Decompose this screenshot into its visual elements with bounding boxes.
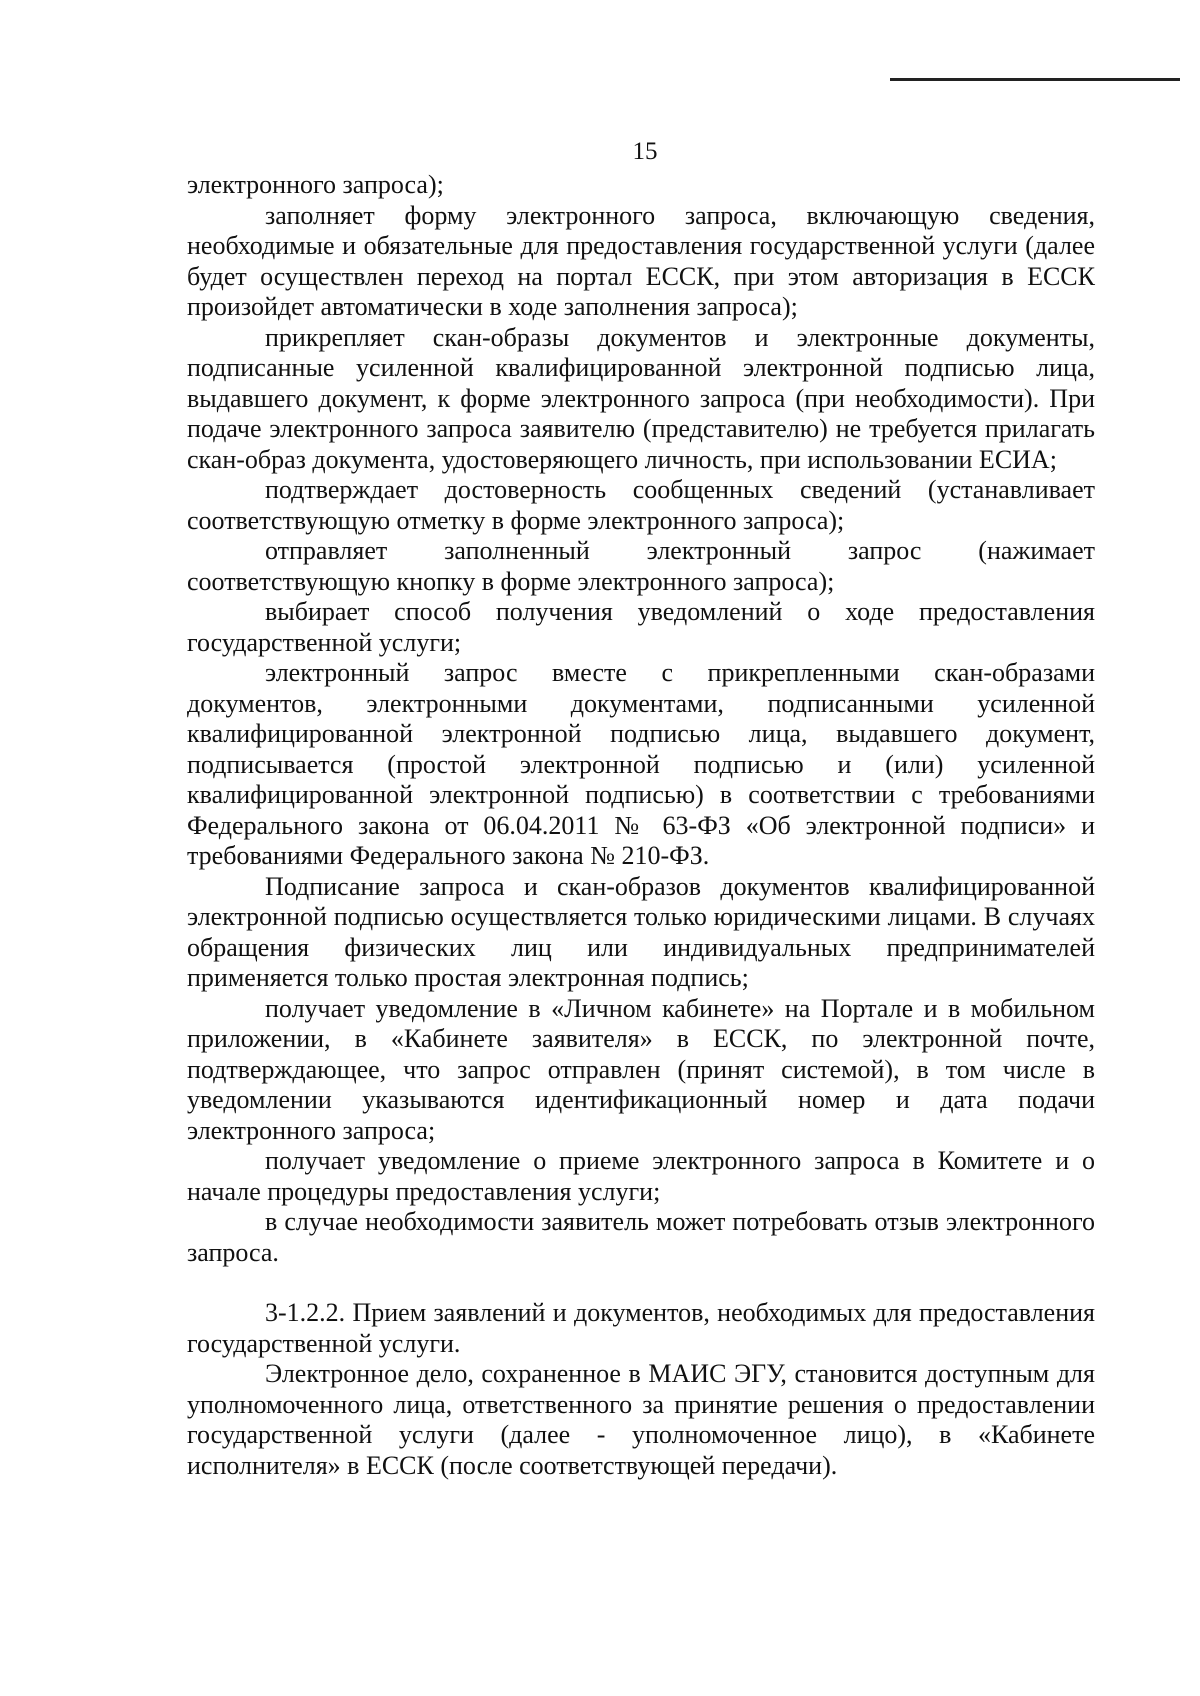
paragraph-continuation: электронного запроса); — [187, 170, 444, 199]
paragraph-send-request: отправляет заполненный электронный запрос (нажимает соответствующую кнопку в форме электронного запроса); — [187, 536, 1095, 596]
paragraph-fill-form: заполняет форму электронного запроса, включающую сведения, необходимые и обязательные для предоставления государственной услуги (далее будет осуществлен переход на портал ЕССК, при этом авторизация в ЕССК произойдет автоматически в ходе заполнения запроса); — [187, 200, 1095, 321]
paragraph-receive-acceptance: получает уведомление о приеме электронного запроса в Комитете и о начале процедуры предоставления услуги; — [187, 1146, 1095, 1206]
document-body — [187, 170, 1095, 1481]
paragraph-receive-notification: получает уведомление в «Личном кабинете» на Портале и в мобильном приложении, в «Кабинете заявителя» в ЕССК, по электронной почте, подтверждающее, что запрос отправлен (принят системой), в том числе в уведомлении указываются идентификационный номер и дата подачи электронного запроса; — [187, 993, 1095, 1145]
paragraph-qualified-signature: Подписание запроса и скан-образов документов квалифицированной электронной подписью осуществляется только юридическими лицами. В случаях обращения физических лиц или индивидуальных предпринимателей применяется только простая электронная подпись; — [187, 871, 1095, 992]
paragraph-signing: электронный запрос вместе с прикрепленными скан-образами документов, электронными документами, подписанными усиленной квалифицированной электронной подписью лица, выдавшего документ, подписывается (простой электронной подписью и (или) усиленной квалифицированной электронной подписью) в соответствии с требованиями Федерального закона от 06.04.2011 № 63-ФЗ «Об электронной подписи» и требованиями Федерального закона № 210-ФЗ. — [187, 658, 1095, 870]
section-heading-3-1-2-2: 3-1.2.2. Прием заявлений и документов, необходимых для предоставления государственной услуги. — [187, 1298, 1095, 1358]
paragraph-confirm-accuracy: подтверждает достоверность сообщенных сведений (устанавливает соответствующую отметку в форме электронного запроса); — [187, 475, 1095, 535]
top-horizontal-rule — [890, 78, 1180, 81]
paragraph-choose-notifications: выбирает способ получения уведомлений о ходе предоставления государственной услуги; — [187, 597, 1095, 657]
paragraph-electronic-case: Электронное дело, сохраненное в МАИС ЭГУ, становится доступным для уполномоченного лица, ответственного за принятие решения о предоставлении государственной услуги (далее - уполномоченное лицо), в «Кабинете исполнителя» в ЕССК (после соответствующей передачи). — [187, 1359, 1095, 1480]
page-number: 15 — [632, 138, 658, 165]
paragraph-withdraw-request: в случае необходимости заявитель может потребовать отзыв электронного запроса. — [187, 1207, 1095, 1267]
paragraph-attach-scans: прикрепляет скан-образы документов и электронные документы, подписанные усиленной квалифицированной электронной подписью лица, выдавшего документ, к форме электронного запроса (при необходимости). При подаче электронного запроса заявителю (представителю) не требуется прилагать скан-образ документа, удостоверяющего личность, при использовании ЕСИА; — [187, 322, 1095, 474]
